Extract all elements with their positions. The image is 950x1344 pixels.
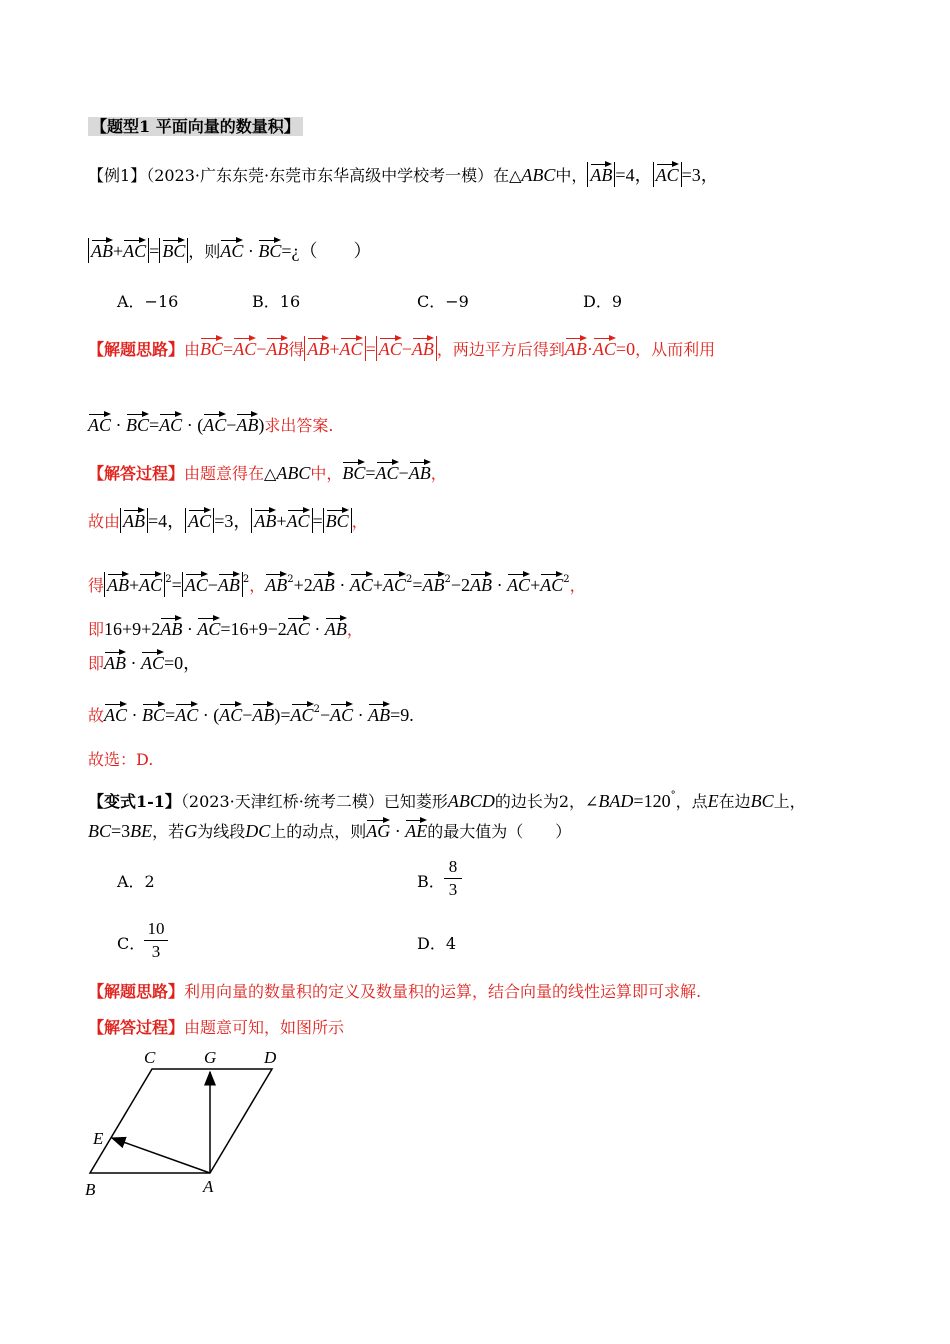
vector-ae xyxy=(112,1138,210,1173)
label-d: D xyxy=(264,1048,277,1067)
label-a: A xyxy=(203,1177,214,1196)
variant-option-a[interactable]: A．2 xyxy=(117,872,155,891)
option-a[interactable]: A．−16 xyxy=(117,292,179,311)
variant-option-c[interactable]: C． xyxy=(117,934,146,953)
example1-idea-line1: 【解题思路】由BC=AC−AB得 AB+AC = AC−AB ，两边平方后得到AB·AC=0，从而利用 xyxy=(88,336,715,362)
example1-idea-line2: AC · BC=AC · (AC−AB)求出答案. xyxy=(88,412,333,438)
example1-process-line6: 故AC · $BC=AC \cdot (AC-AB)=AC^2-AC \cdot AB=9$. xyxy=(88,704,414,725)
section-title: 【题型1 平面向量的数量积】 xyxy=(88,115,303,139)
example1-question-line1: 【例1】（2023·广东东莞·东莞市东华高级中学校考一模）在△ABC中， AB =4， AC =3， xyxy=(88,162,719,188)
example1-process-line4: 即16+9+2AB · AC=16+9−2AC · AB， xyxy=(88,616,363,642)
variant-idea: 【解题思路】利用向量的数量积的定义及数量积的运算，结合向量的线性运算即可求解. xyxy=(88,982,702,1001)
rhombus-abcd xyxy=(90,1069,272,1173)
example1-process-line3: 得 AB+AC $^2$= AC−AB $^2$，$AB^2+2AB \cdot AC+AC^2=AB^2-2AB \cdot AC+AC^2$， xyxy=(88,574,586,595)
rhombus-figure xyxy=(80,1045,320,1205)
variant-option-d[interactable]: D．4 xyxy=(417,934,457,953)
example1-process-line1: 【解答过程】由题意得在△ABC中，BC=AC−AB， xyxy=(88,460,447,486)
variant-option-b-fraction: 8 3 xyxy=(444,857,462,900)
variant-question-line1: 【变式1-1】（2023·天津红桥·统考二模）已知菱形ABCD的边长为2，∠BAD=120°，点E在边BC上， xyxy=(88,790,806,811)
option-d[interactable]: D．9 xyxy=(583,292,623,311)
label-b: B xyxy=(85,1180,96,1199)
variant-process: 【解答过程】由题意可知，如图所示 xyxy=(88,1018,345,1037)
label-c: C xyxy=(144,1048,156,1067)
option-b[interactable]: B．16 xyxy=(252,292,301,311)
example1-answer: 故选：D. xyxy=(88,750,154,769)
variant-option-b[interactable]: B． xyxy=(417,872,445,891)
label-g: G xyxy=(204,1048,217,1067)
example1-label: 【例1】 xyxy=(88,166,147,185)
variant-option-c-fraction: 10 3 xyxy=(144,919,168,962)
variant-question-line2: BC=3BE，若G为线段DC上的动点，则AG · AE的最大值为（ ） xyxy=(88,818,571,844)
example1-process-line2: 故由 AB =4， AC =3， AB+AC = BC ， xyxy=(88,508,368,534)
label-e: E xyxy=(93,1129,104,1148)
example1-question-line2: AB+AC = BC ，则AC · BC=¿（ ） xyxy=(88,238,372,264)
variant-label: 【变式1-1】 xyxy=(88,792,181,811)
example1-process-line5: 即AB · AC=0， xyxy=(88,650,201,676)
option-c[interactable]: C．−9 xyxy=(417,292,469,311)
